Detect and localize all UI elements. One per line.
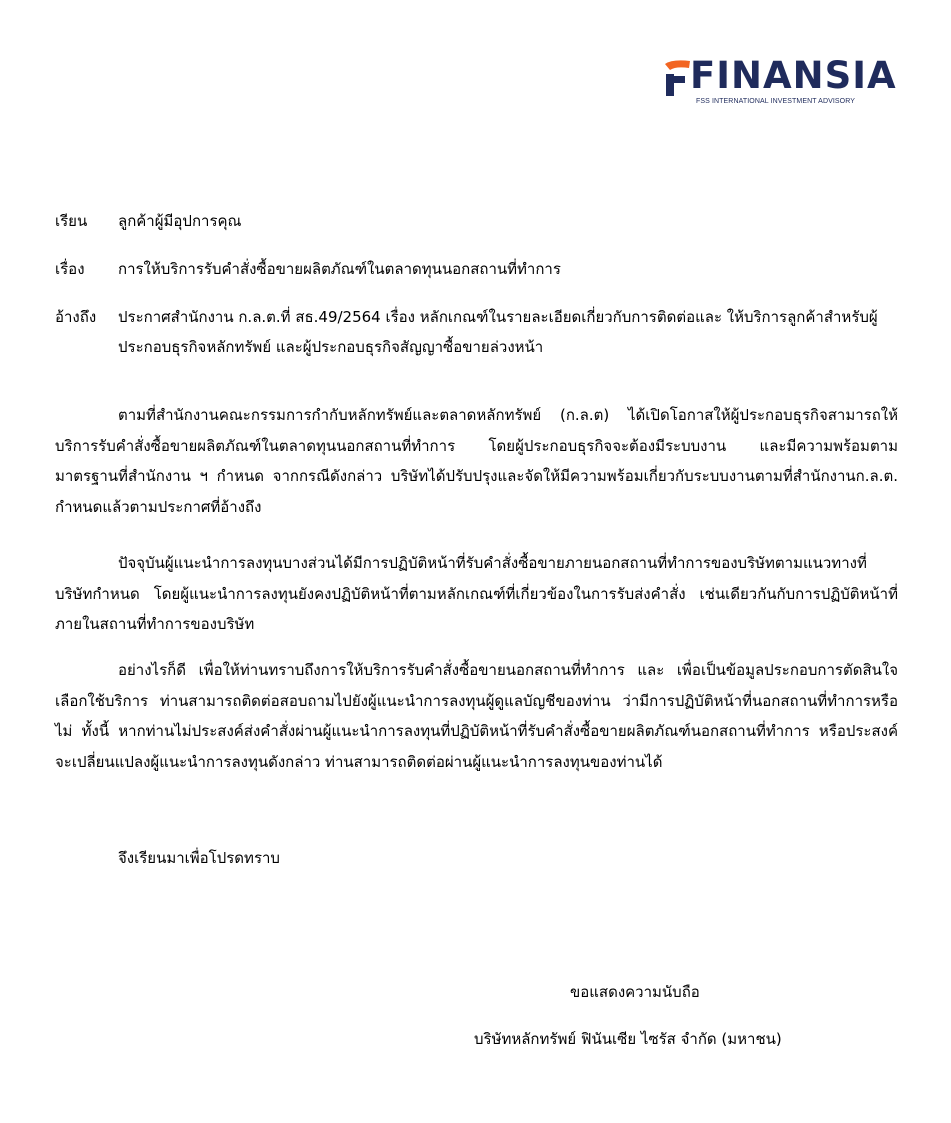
subject-value: การให้บริการรับคำสั่งซื้อขายผลิตภัณฑ์ในตลาดทุนนอกสถานที่ทำการ — [118, 260, 561, 278]
logo-brand: FINANSIA — [690, 54, 897, 97]
to-value: ลูกค้าผู้มีอุปการคุณ — [118, 212, 242, 230]
body-paragraph-1: ตามที่สำนักงานคณะกรรมการกำกับหลักทรัพย์และตลาดหลักทรัพย์ (ก.ล.ต) ได้เปิดโอกาสให้ผู้ประกอบธุรกิจสามารถให้บริการรับคำสั่งซื้อขายผลิตภัณฑ์ในตลาดทุนนอกสถานที่ทำการ โดยผู้ประกอบธุรกิจจะต้องมีระบบงาน และมีความพร้อมตามมาตรฐานที่สำนักงาน ฯ กำหนด จากกรณีดังกล่าว บริษัทได้ปรับปรุงและจัดให้มีความพร้อมเกี่ยวกับระบบงานตามที่สำนักงานก.ล.ต. กำหนดแล้วตามประกาศที่อ้างถึง — [55, 406, 898, 516]
finansia-logo — [662, 54, 897, 110]
to-line — [55, 206, 900, 236]
to-label: เรียน — [55, 212, 88, 230]
subject-line — [55, 254, 900, 284]
closing-line: จึงเรียนมาเพื่อโปรดทราบ — [118, 849, 280, 867]
body-paragraph-3: อย่างไรก็ดี เพื่อให้ท่านทราบถึงการให้บริการรับคำสั่งซื้อขายนอกสถานที่ทำการ และ เพื่อเป็นข้อมูลประกอบการตัดสินใจเลือกใช้บริการ ท่านสามารถติดต่อสอบถามไปยังผู้แนะนำการลงทุนผู้ดูแลบัญชีของท่าน ว่ามีการปฏิบัติหน้าที่นอกสถานที่ทำการหรือไม่ ทั้งนี้ หากท่านไม่ประสงค์ส่งคำสั่งผ่านผู้แนะนำการลงทุนที่ปฏิบัติหน้าที่รับคำสั่งซื้อขายผลิตภัณฑ์นอกสถานที่ทำการ หรือประสงค์จะเปลี่ยนแปลงผู้แนะนำการลงทุนดังกล่าว ท่านสามารถติดต่อผ่านผู้แนะนำการลงทุนของท่านได้ — [55, 661, 898, 771]
subject-label: เรื่อง — [55, 260, 85, 278]
signature-regards: ขอแสดงความนับถือ — [570, 983, 700, 1001]
logo-tagline: FSS INTERNATIONAL INVESTMENT ADVISORY — [696, 98, 856, 105]
reference-line — [55, 302, 900, 362]
signature-company: บริษัทหลักทรัพย์ ฟินันเซีย ไซรัส จำกัด (มหาชน) — [474, 1030, 782, 1048]
reference-label: อ้างถึง — [55, 308, 97, 326]
logo-mark-icon — [662, 58, 692, 98]
body-paragraph-2: ปัจจุบันผู้แนะนำการลงทุนบางส่วนได้มีการปฏิบัติหน้าที่รับคำสั่งซื้อขายภายนอกสถานที่ทำการของบริษัทตามแนวทางที่บริษัทกำหนด โดยผู้แนะนำการลงทุนยังคงปฏิบัติหน้าที่ตามหลักเกณฑ์ที่เกี่ยวข้องในการรับส่งคำสั่ง เช่นเดียวกันกับการปฏิบัติหน้าที่ภายในสถานที่ทำการของบริษัท — [55, 554, 898, 633]
reference-value: ประกาศสำนักงาน ก.ล.ต.ที่ สธ.49/2564 เรื่อง หลักเกณฑ์ในรายละเอียดเกี่ยวกับการติดต่อและ ให้บริการลูกค้าสำหรับผู้ประกอบธุรกิจหลักทรัพย์ และผู้ประกอบธุรกิจสัญญาซื้อขายล่วงหน้า — [118, 308, 878, 356]
